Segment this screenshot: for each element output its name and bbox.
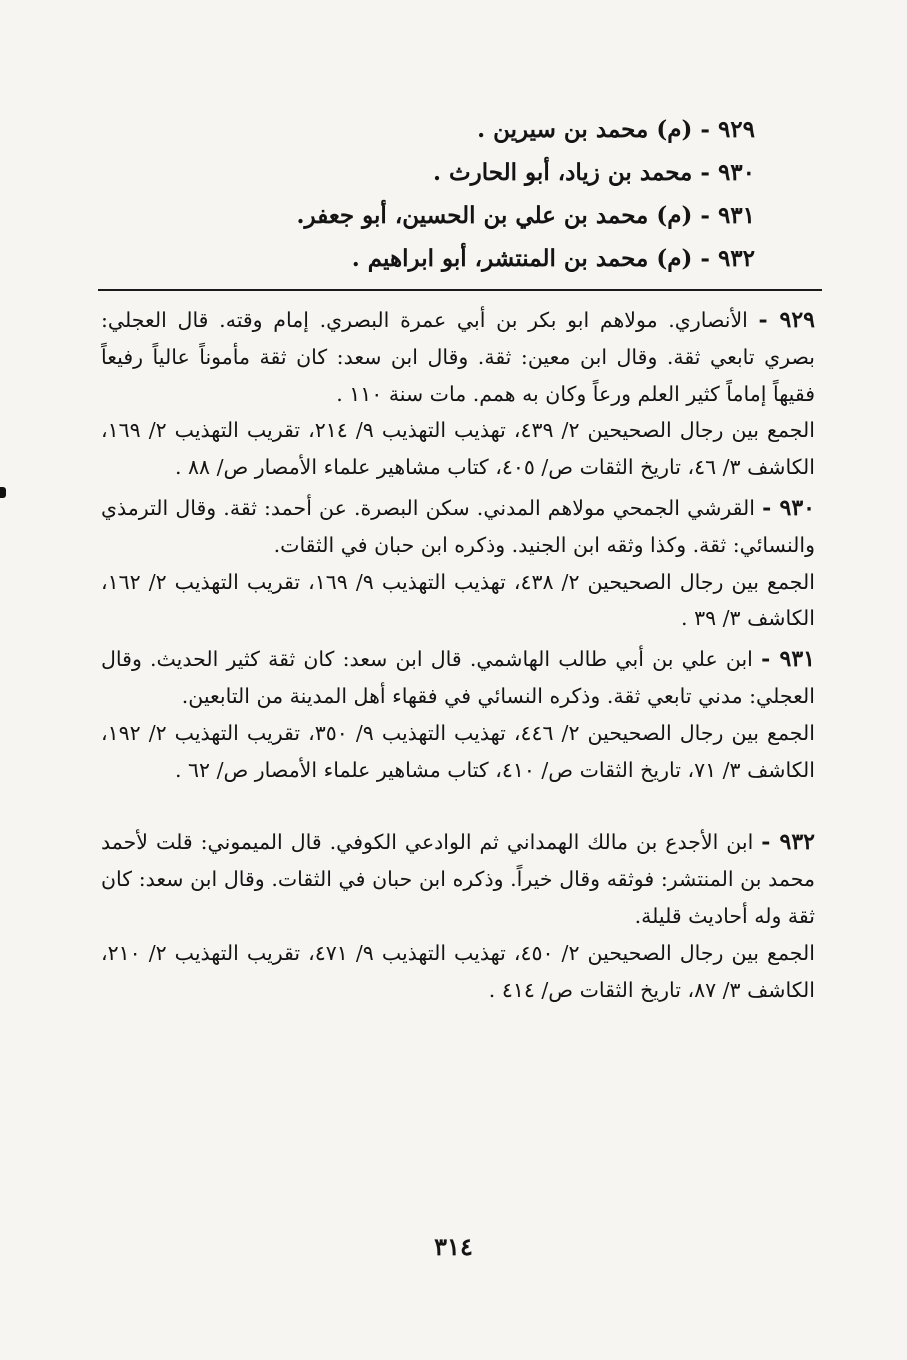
footnote-932	[101, 824, 815, 1008]
main-text-entries	[285, 108, 755, 280]
footnote-references: الجمع بين رجال الصحيحين ٢/ ٤٣٩، تهذيب التهذيب ٩/ ٢١٤، تقريب التهذيب ٢/ ١٦٩، الكاشف ٣/ ٤٦، تاريخ الثقات ص/ ٤٠٥، كتاب مشاهير علماء الأمصار ص/ ٨٨ .	[101, 418, 815, 480]
footnote-number: ٩٣٠ -	[762, 494, 815, 521]
footnote-references: الجمع بين رجال الصحيحين ٢/ ٤٥٠، تهذيب التهذيب ٩/ ٤٧١، تقريب التهذيب ٢/ ٢١٠، الكاشف ٣/ ٨٧، تاريخ الثقات ص/ ٤١٤ .	[101, 940, 815, 1002]
footnotes	[101, 302, 815, 1008]
footnote-references: الجمع بين رجال الصحيحين ٢/ ٤٣٨، تهذيب التهذيب ٩/ ١٦٩، تقريب التهذيب ٢/ ١٦٢، الكاشف ٣/ ٣٩ .	[101, 569, 815, 631]
footnote-divider	[98, 289, 822, 291]
scan-edge-mark	[0, 487, 6, 498]
main-entry-930: ٩٣٠ - محمد بن زياد، أبو الحارث .	[433, 159, 755, 186]
footnote-930	[101, 490, 815, 637]
footnote-929	[101, 302, 815, 486]
footnote-references: الجمع بين رجال الصحيحين ٢/ ٤٤٦، تهذيب التهذيب ٩/ ٣٥٠، تقريب التهذيب ٢/ ١٩٢، الكاشف ٣/ ٧١، تاريخ الثقات ص/ ٤١٠، كتاب مشاهير علماء الأمصار ص/ ٦٢ .	[101, 720, 815, 782]
main-entry-932: ٩٣٢ - (م) محمد بن المنتشر، أبو ابراهيم .	[351, 245, 755, 272]
footnote-number: ٩٣٢ -	[761, 829, 815, 856]
main-entry-929: ٩٢٩ - (م) محمد بن سيرين .	[477, 116, 755, 143]
footnote-bio: ابن علي بن أبي طالب الهاشمي. قال ابن سعد: كان ثقة كثير الحديث. وقال العجلي: مدني تابعي ثقة. وذكره النسائي في فقهاء أهل المدينة من التابعين.	[101, 647, 815, 708]
main-entry-931: ٩٣١ - (م) محمد بن علي بن الحسين، أبو جعفر.	[296, 202, 755, 229]
footnote-bio: ابن الأجدع بن مالك الهمداني ثم الوادعي الكوفي. قال الميموني: قلت لأحمد محمد بن المنتشر: فوثقه وقال خيراً. وذكره ابن حبان في الثقات. وقال ابن سعد: كان ثقة وله أحاديث قليلة.	[101, 830, 815, 928]
footnote-number: ٩٢٩ -	[758, 307, 815, 333]
footnote-931	[101, 641, 815, 788]
footnote-bio: القرشي الجمحي مولاهم المدني. سكن البصرة. عن أحمد: ثقة. وقال الترمذي والنسائي: ثقة. وكذا وثقه ابن الجنيد. وذكره ابن حبان في الثقات.	[101, 495, 815, 557]
footnote-number: ٩٣١ -	[761, 646, 815, 673]
page-number: ٣١٤	[434, 1232, 473, 1261]
footnote-bio: الأنصاري. مولاهم ابو بكر بن أبي عمرة البصري. إمام وقته. قال العجلي: بصري تابعي ثقة. وقال ابن معين: ثقة. وقال ابن سعد: كان ثقة مأموناً عالياً رفيعاً فقيهاً إماماً كثير العلم ورعاً وكان به همم. مات سنة ١١٠ .	[101, 308, 815, 406]
